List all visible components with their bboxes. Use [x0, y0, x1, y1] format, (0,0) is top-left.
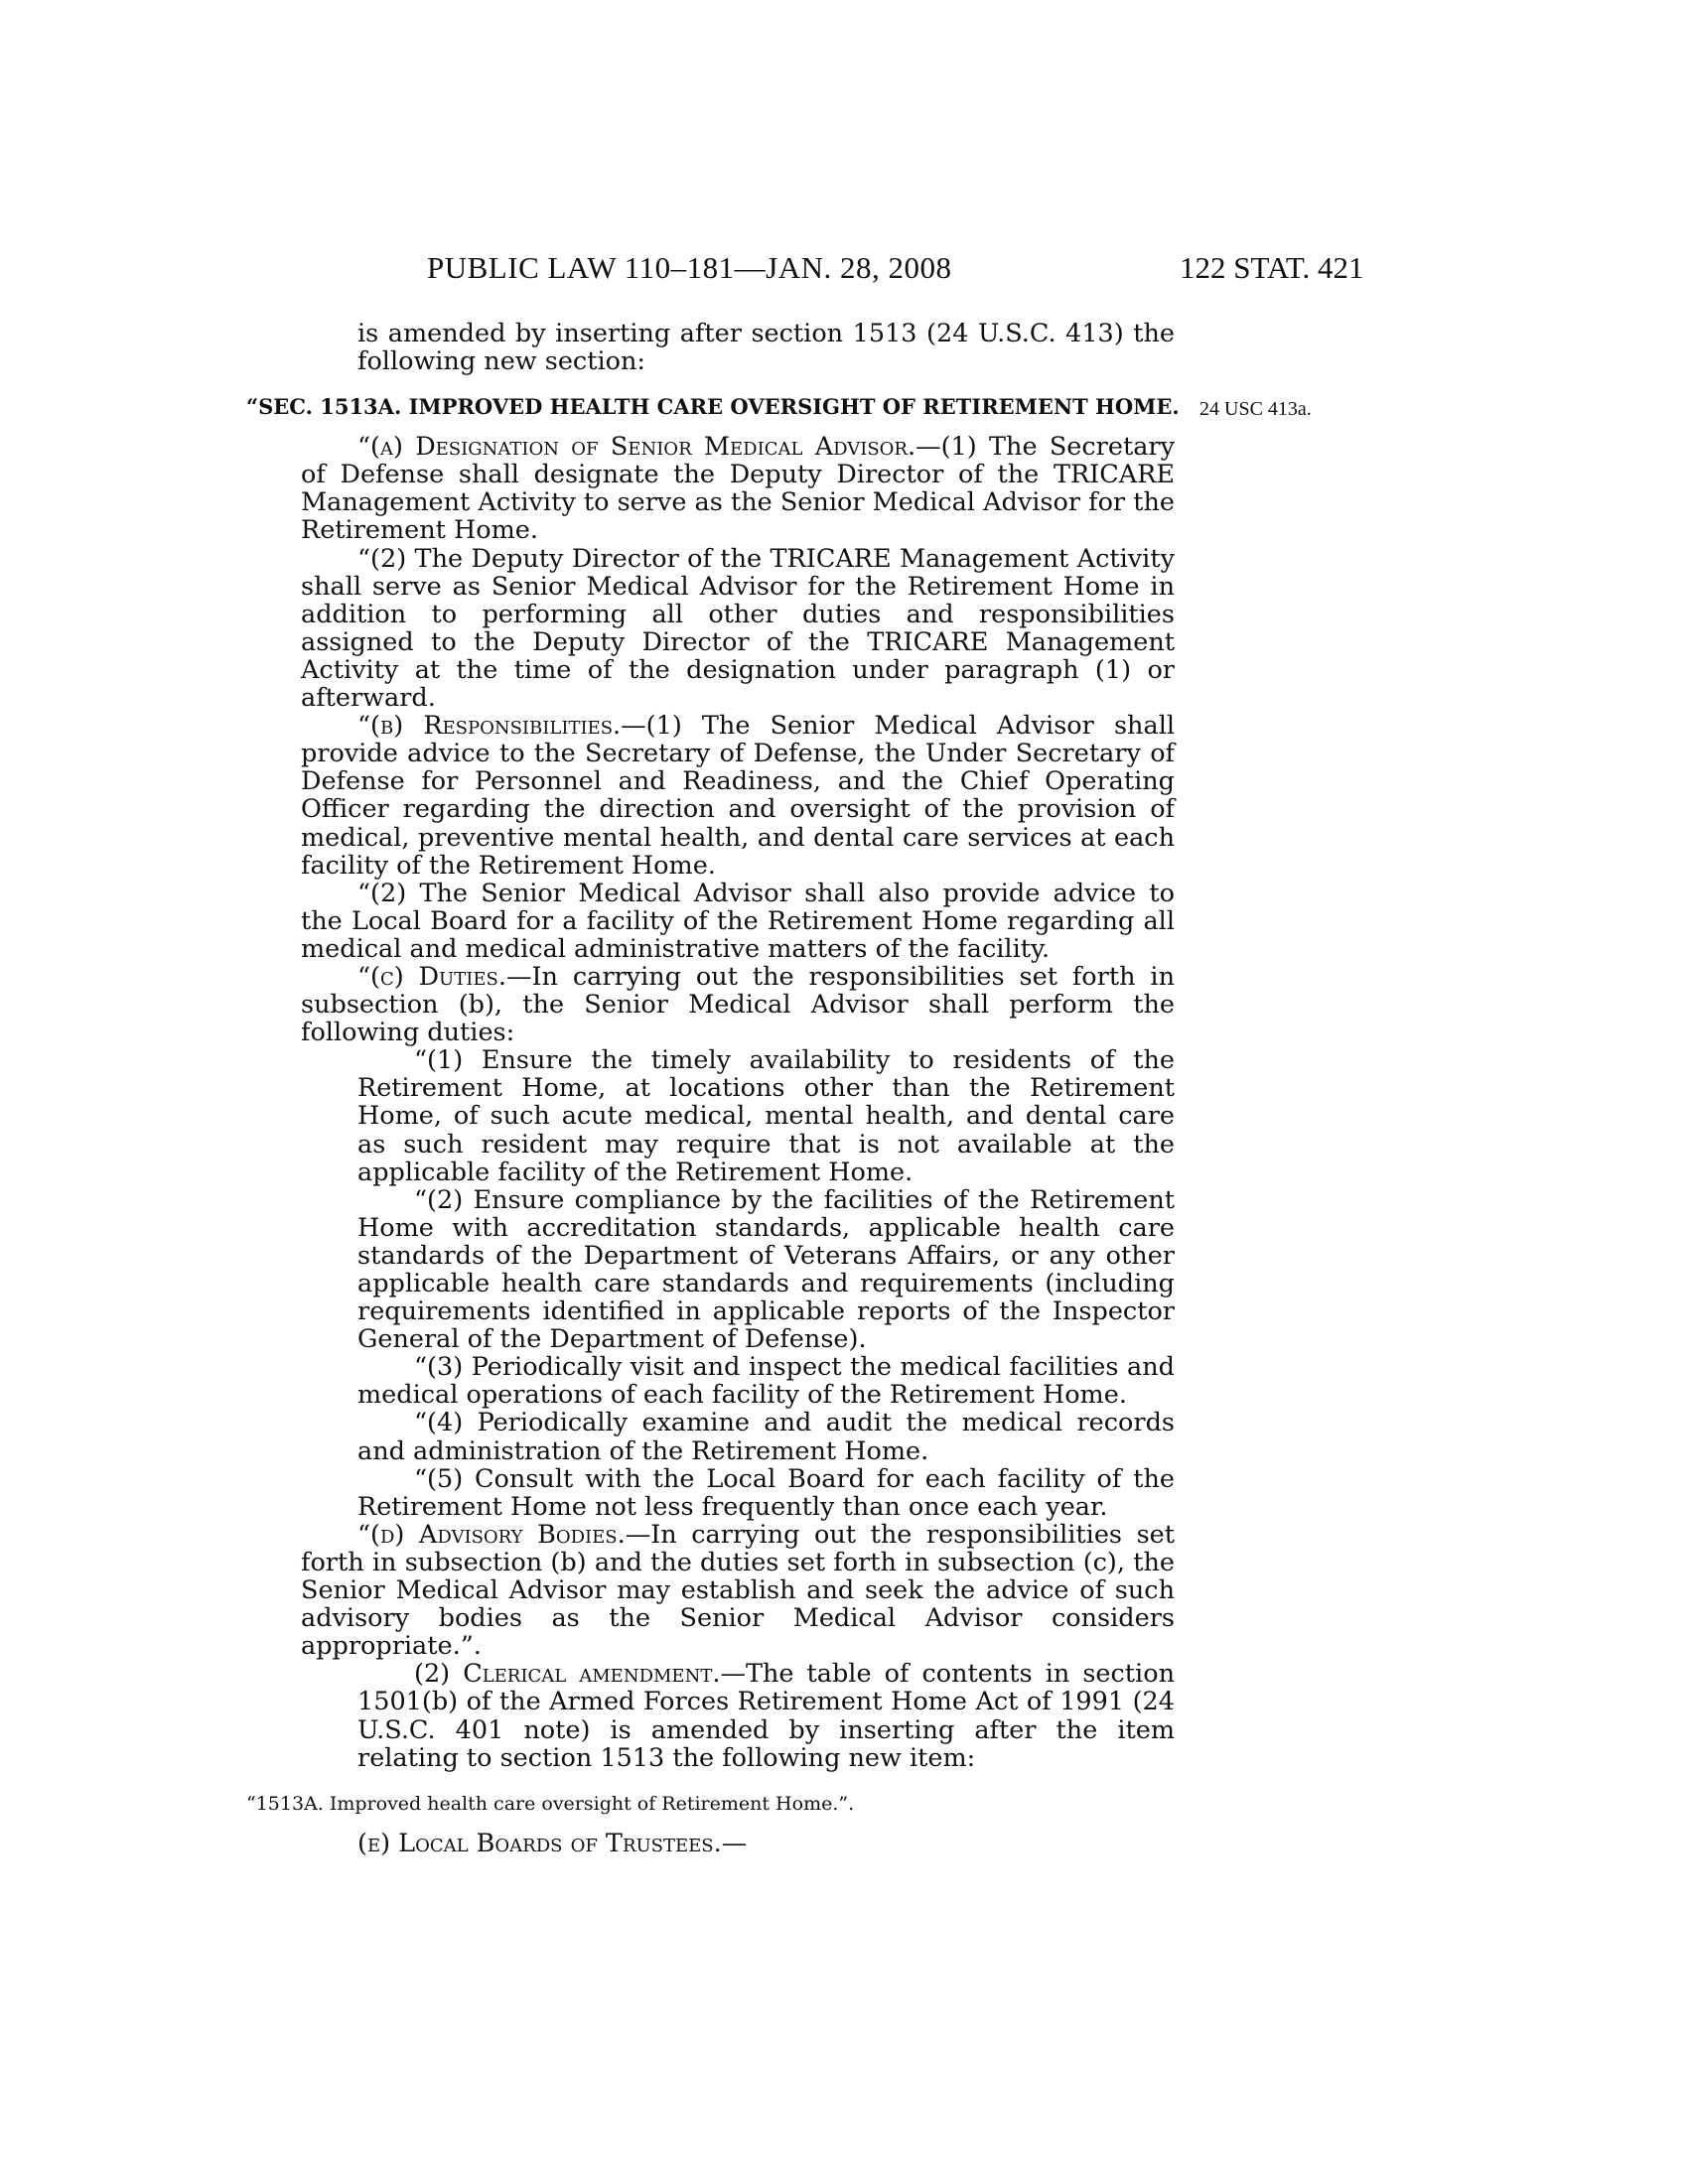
- duty-4: “(4) Periodically examine and audit the medical records and administration of the Retirement Home.: [357, 1408, 1175, 1466]
- margin-citation: 24 USC 413a.: [1199, 398, 1312, 420]
- subsection-b2: “(2) The Senior Medical Advisor shall also provide advice to the Local Board for a facility of the Retirement Home regarding all medical and medical administrative matters of the facility.: [301, 878, 1175, 964]
- subsection-a2: “(2) The Deputy Director of the TRICARE Management Activity shall serve as Senior Medical Advisor for the Retirement Home in addition to performing all other duties and responsibilities assigned to the Deputy Director of the TRICARE Management Activity at the time of the designation under paragraph (1) or afterward.: [301, 543, 1175, 714]
- subsection-d-heading: “(d) Advisory Bodies.: [357, 1519, 626, 1550]
- table-of-contents-item: “1513A. Improved health care oversight of Retirement Home.”.: [246, 1792, 855, 1815]
- subsection-e: [301, 1830, 1175, 1857]
- subsection-a: [301, 433, 1175, 544]
- running-header-title: PUBLIC LAW 110–181—JAN. 28, 2008: [427, 250, 952, 285]
- duty-2: “(2) Ensure compliance by the facilities of the Retirement Home with accreditation standards, applicable health care standards of the Department of Veterans Affairs, or any other applicable health care standards and requirements (including requirements identified in applicable reports of the Inspector General of the Department of Defense).: [357, 1184, 1175, 1355]
- clerical-amendment-heading: (2) Clerical amendment.: [414, 1659, 721, 1690]
- subsection-c: [301, 963, 1175, 1046]
- subsection-a-text: —(1) The Secretary of Defense shall designate the Deputy Director of the TRICARE Management Activity to serve as the Senior Medical Advisor for the Retirement Home.: [301, 432, 1175, 546]
- document-body: [246, 319, 1180, 1858]
- subsection-b-heading: “(b) Responsibilities.: [357, 711, 622, 742]
- subsection-c-text: —In carrying out the responsibilities set forth in subsection (b), the Senior Medical Advisor shall perform the following duties:: [301, 961, 1175, 1048]
- section-heading: “SEC. 1513A. IMPROVED HEALTH CARE OVERSIGHT OF RETIREMENT HOME.: [246, 394, 1180, 420]
- clerical-amendment: [301, 1660, 1175, 1771]
- subsection-b-text: —(1) The Senior Medical Advisor shall provide advice to the Secretary of Defense, the Under Secretary of Defense for Personnel and Readiness, and the Chief Operating Officer regarding the direction and oversight of the provision of medical, preventive mental health, and dental care services at each facility of the Retirement Home.: [301, 711, 1175, 881]
- subsection-d-text: —In carrying out the responsibilities set forth in subsection (b) and the duties set forth in subsection (c), the Senior Medical Advisor may establish and seek the advice of such advisory bodies as the Senior Medical Advisor considers appropriate.”.: [301, 1519, 1175, 1662]
- subsection-d: [301, 1521, 1175, 1660]
- subsection-a-heading: “(a) Designation of Senior Medical Advisor.: [357, 432, 916, 463]
- clerical-amendment-text: —The table of contents in section 1501(b) of the Armed Forces Retirement Home Act of 1991 (24 U.S.C. 401 note) is amended by inserting after the item relating to section 1513 the following new item:: [357, 1659, 1175, 1773]
- duty-1: “(1) Ensure the timely availability to residents of the Retirement Home, at locations other than the Retirement Home, of such acute medical, mental health, and dental care as such resident may require that is not available at the applicable facility of the Retirement Home.: [357, 1045, 1175, 1187]
- page-number: 122 STAT. 421: [1180, 250, 1364, 285]
- intro-text: is amended by inserting after section 1513 (24 U.S.C. 413) the following new section:: [357, 319, 1175, 377]
- subsection-e-text: —: [721, 1828, 748, 1858]
- subsection-e-heading: (e) Local Boards of Trustees.: [357, 1828, 722, 1858]
- duty-3: “(3) Periodically visit and inspect the medical facilities and medical operations of each facility of the Retirement Home.: [357, 1352, 1175, 1411]
- subsection-b: [301, 712, 1175, 880]
- duty-5: “(5) Consult with the Local Board for each facility of the Retirement Home not less frequently than once each year.: [357, 1463, 1175, 1522]
- subsection-c-heading: “(c) Duties.: [357, 961, 506, 992]
